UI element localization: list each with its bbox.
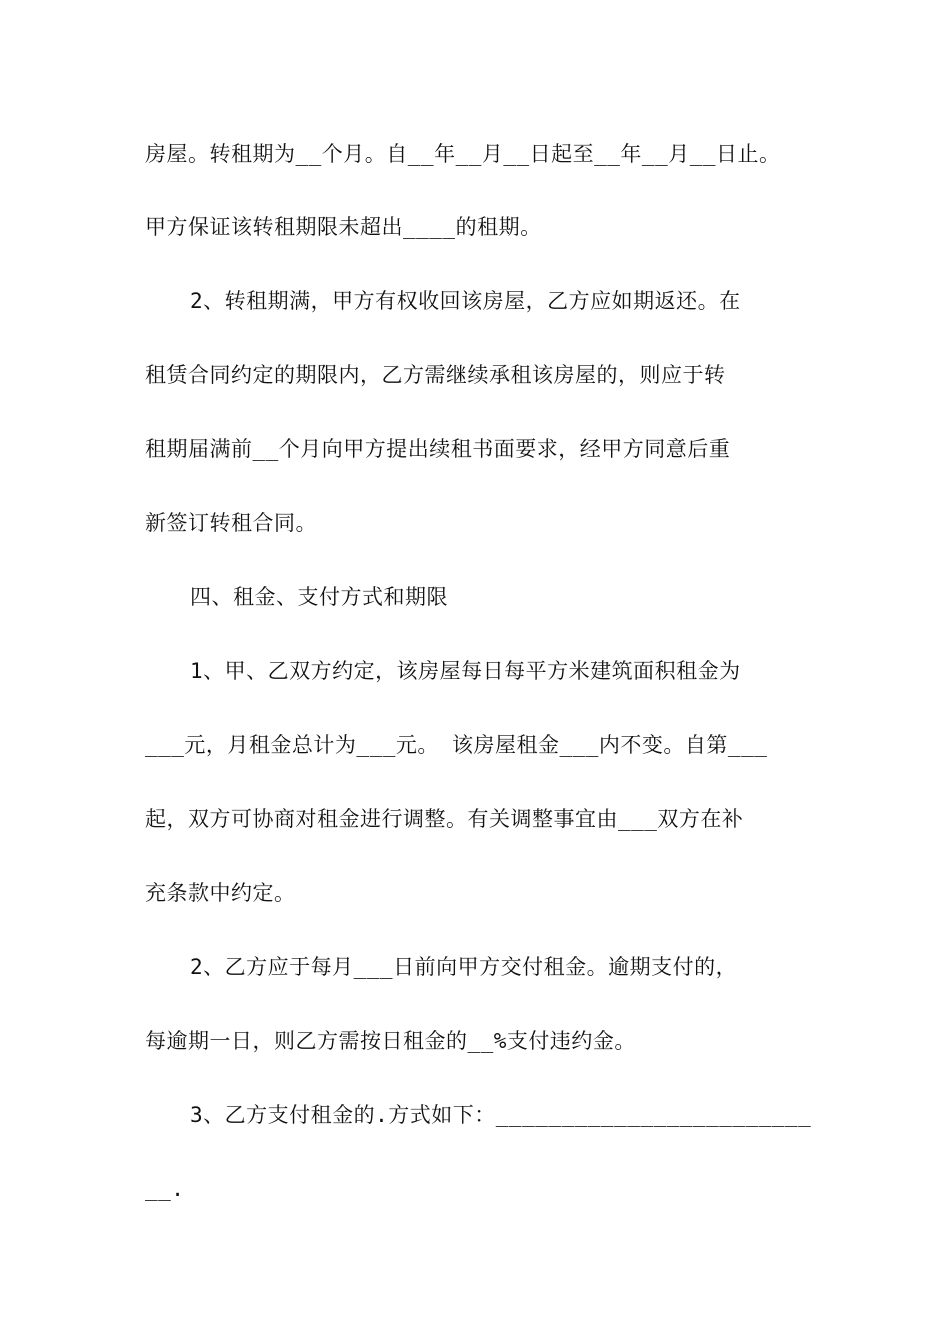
text-line: 房屋。转租期为__个月。自__年__月__日起至__年__月__日止。 <box>145 142 781 166</box>
text-line: 租期届满前__个月向甲方提出续租书面要求，经甲方同意后重 <box>145 437 731 461</box>
text-line: 充条款中约定。 <box>145 881 296 905</box>
text-line: 2、转租期满，甲方有权收回该房屋，乙方应如期返还。在 <box>190 289 741 313</box>
text-line: ___元，月租金总计为___元。 该房屋租金___内不变。自第___ <box>145 733 768 757</box>
section-heading: 四、租金、支付方式和期限 <box>190 585 448 609</box>
text-line: 起，双方可协商对租金进行调整。有关调整事宜由___双方在补 <box>145 807 744 831</box>
text-line: 甲方保证该转租期限未超出____的租期。 <box>145 215 542 239</box>
text-line: 每逾期一日，则乙方需按日租金的__%支付违约金。 <box>145 1029 636 1053</box>
text-line: 2、乙方应于每月___日前向甲方交付租金。逾期支付的， <box>190 955 738 979</box>
text-line: 新签订转租合同。 <box>145 511 317 535</box>
text-line: __. <box>145 1177 185 1201</box>
text-line: 1、甲、乙双方约定，该房屋每日每平方米建筑面积租金为 <box>190 659 741 683</box>
text-line: 租赁合同约定的期限内，乙方需继续承租该房屋的，则应于转 <box>145 363 726 387</box>
text-line: 3、乙方支付租金的.方式如下：________________________ <box>190 1103 812 1127</box>
